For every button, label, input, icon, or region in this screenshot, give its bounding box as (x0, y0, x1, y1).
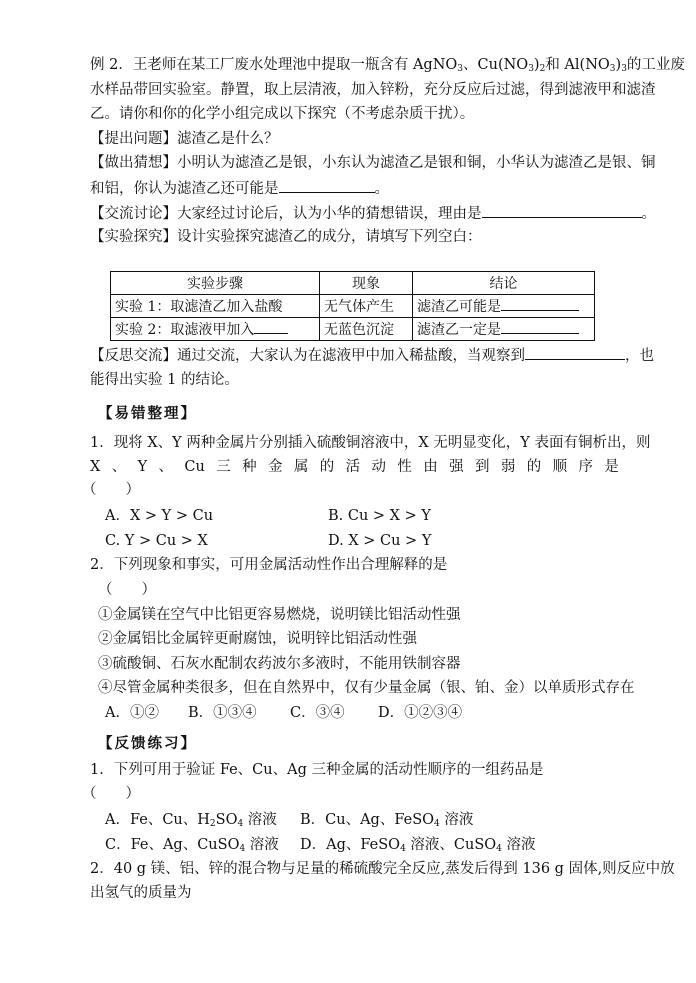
reflection-line-1: 【反思交流】通过交流，大家认为在滤液甲中加入稀盐酸，当观察到 ，也 (90, 345, 654, 366)
table-cell: 无蓝色沉淀 (320, 318, 413, 341)
option-d[interactable]: D．Ag、FeSO$_4$ 溶液、CuSO$_4$ 溶液 (300, 837, 536, 854)
option-a[interactable]: A．①② (105, 705, 159, 721)
option-c[interactable]: C．Fe、Ag、CuSO$_4$ 溶液 (105, 837, 279, 854)
option-b[interactable]: B．①③④ (188, 705, 257, 721)
option-c[interactable]: C. Y > Cu > X (105, 533, 208, 549)
q2-line-1: 2．下列现象和事实，可用金属活动性作出合理解释的是 (90, 557, 448, 573)
table-header-row (111, 272, 595, 295)
option-b[interactable]: B．Cu、Ag、FeSO$_4$ 溶液 (300, 812, 474, 829)
table-cell: 实验 2：取滤液甲加入 (111, 318, 320, 341)
table-header-cell: 现象 (320, 272, 413, 295)
experiment-table (110, 271, 595, 341)
experiment-line: 【实验探究】设计实验探究滤渣乙的成分，请填写下列空白： (90, 229, 482, 245)
answer-blank[interactable] (279, 178, 375, 193)
answer-blank[interactable] (525, 345, 625, 360)
option-a[interactable]: A．Fe、Cu、$H_2SO_4$ 溶液 (105, 812, 277, 829)
table-cell: 无气体产生 (320, 295, 413, 318)
section-tag: 【实验探究】 (90, 229, 177, 245)
option-d[interactable]: D. X > Cu > Y (328, 533, 432, 549)
statement-1: ①金属镁在空气中比铝更容易燃烧，说明镁比铝活动性强 (98, 607, 461, 623)
hypothesis-line-2: 和铝，你认为滤渣乙还可能是 。 (90, 178, 389, 199)
answer-blank[interactable] (482, 203, 642, 218)
question-heading-line: 【提出问题】滤渣乙是什么？ (90, 131, 279, 147)
table-cell: 实验 1：取滤渣乙加入盐酸 (111, 295, 320, 318)
section-tag: 【交流讨论】 (90, 206, 177, 222)
table-row (111, 295, 595, 318)
example-intro-line-3: 乙。请你和你的化学小组完成以下探究（不考虑杂质干扰）。 (90, 106, 475, 122)
section-tag: 【反思交流】 (90, 348, 177, 364)
option-a[interactable]: A．X > Y > Cu (105, 508, 214, 524)
reflection-line-2: 能得出实验 1 的结论。 (90, 372, 239, 388)
option-d[interactable]: D．①②③④ (378, 705, 463, 721)
section-tag: 【提出问题】 (90, 131, 177, 147)
example-intro-line-1: 例 2．王老师在某工厂废水处理池中提取一瓶含有 AgNO$_3$、$Cu(NO_3)_2$和 $Al(NO_3)_3$的工业废 (90, 57, 685, 74)
q2-line-1: 2．40 g 镁、铝、锌的混合物与足量的稀硫酸完全反应,蒸发后得到 136 g 固体,则反应中放 (90, 861, 675, 877)
example-intro-line-2: 水样品带回实验室。静置，取上层清液，加入锌粉，充分反应后过滤，得到滤液甲和滤渣 (90, 82, 656, 98)
answer-paren[interactable]: （ ） (82, 482, 140, 498)
table-header-cell: 实验步骤 (111, 272, 320, 295)
answer-blank[interactable] (254, 319, 288, 334)
discussion-line: 【交流讨论】大家经过讨论后，认为小华的猜想错误，理由是 。 (90, 203, 656, 224)
answer-paren[interactable]: （ ） (98, 582, 156, 598)
table-header-cell: 结论 (413, 272, 595, 295)
table-row (111, 318, 595, 341)
table-cell: 滤渣乙一定是 (413, 318, 595, 341)
q2-line-2: 出氢气的质量为 (90, 885, 192, 901)
q1-line-2: X 、 Y 、 Cu 三 种 金 属 的 活 动 性 由 强 到 弱 的 顺 序 是 (90, 459, 619, 475)
answer-blank[interactable] (501, 319, 579, 334)
table-cell: 滤渣乙可能是 (413, 295, 595, 318)
section-title-feedback: 【反馈练习】 (98, 735, 197, 752)
section-tag: 【做出猜想】 (90, 155, 177, 171)
q1-line-1: 1．现将 X、Y 两种金属片分别插入硫酸铜溶液中，X 无明显变化，Y 表面有铜析出，则 (90, 435, 651, 451)
answer-blank[interactable] (501, 296, 579, 311)
statement-4: ④尽管金属种类很多，但在自然界中，仅有少量金属（银、铂、金）以单质形式存在 (98, 680, 635, 696)
q1-line-1: 1．下列可用于验证 Fe、Cu、Ag 三种金属的活动性顺序的一组药品是 (90, 762, 544, 778)
answer-paren[interactable]: （ ） (82, 786, 140, 802)
option-b[interactable]: B. Cu > X > Y (328, 508, 431, 524)
hypothesis-line-1: 【做出猜想】小明认为滤渣乙是银，小东认为滤渣乙是银和铜，小华认为滤渣乙是银、铜 (90, 155, 656, 171)
option-c[interactable]: C．③④ (290, 705, 345, 721)
statement-3: ③硫酸铜、石灰水配制农药波尔多液时，不能用铁制容器 (98, 656, 461, 672)
section-title-common-mistakes: 【易错整理】 (98, 405, 197, 422)
statement-2: ②金属铝比金属锌更耐腐蚀，说明锌比铝活动性强 (98, 631, 417, 647)
